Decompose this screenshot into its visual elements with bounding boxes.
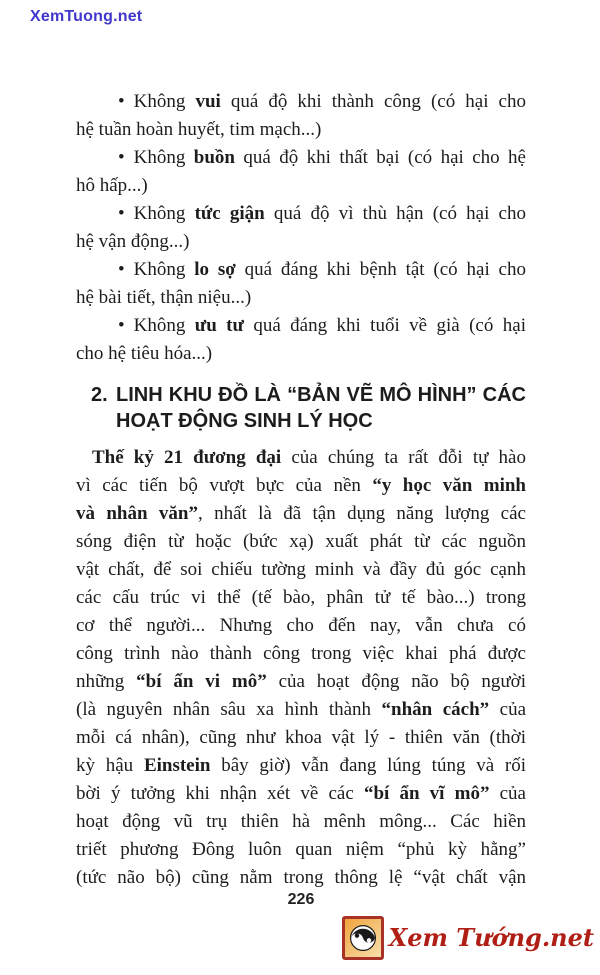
text-segment: hệ tuần hoàn huyết, tim mạch...) [76,119,322,140]
text-line [76,556,526,584]
text-line [76,444,526,472]
text-segment: Không [133,203,195,224]
heading-line-1: LINH KHU ĐỒ LÀ “BẢN VẼ MÔ HÌNH” CÁC [116,384,526,406]
bullet-icon: • [118,315,125,336]
text-segment: , nhất là đã tận dụng năng lượng các [197,503,526,524]
bold-text: vui [195,91,221,112]
bullet-list [76,88,526,368]
text-line [76,88,526,116]
bold-text: “nhân cách” [381,699,490,720]
section-heading [91,382,526,434]
bold-text: lo sợ [194,259,236,280]
text-segment: của [489,699,527,720]
text-line [76,780,526,808]
text-segment: những [76,671,137,692]
text-line [76,724,526,752]
text-line [76,500,526,528]
text-segment: triết phương Đông luôn quan niệm “phủ kỳ hằng” [76,839,526,860]
text-line [76,116,526,144]
page-number: 226 [287,891,315,908]
text-line [76,640,526,668]
text-segment: Không [133,259,195,280]
text-line [76,752,526,780]
logo-text: Xem Tướng.net [388,923,594,952]
text-segment: cơ thể người... Nhưng cho đến nay, vẫn chưa có [76,615,526,636]
text-line [76,284,526,312]
text-segment: hô hấp...) [76,175,148,196]
bold-text: Thế kỷ 21 đương đại [92,447,282,468]
bold-text: và nhân văn” [76,503,198,524]
bold-text: ưu tư [194,315,244,336]
text-segment: (là nguyên nhân sâu xa hình thành [76,699,382,720]
bold-text: tức giận [194,203,265,224]
text-segment: quá đáng khi bệnh tật (có hại cho [235,259,526,280]
text-segment: của [489,783,526,804]
heading-line-2: HOẠT ĐỘNG SINH LÝ HỌC [116,410,373,432]
bold-text: buồn [193,147,235,168]
text-line [76,228,526,256]
bold-text: Einstein [143,755,211,776]
text-line [76,340,526,368]
text-segment: công trình nào thành công trong việc khai phá được [76,643,526,664]
bold-text: “y học văn minh [372,475,526,496]
heading-text [116,382,526,434]
text-line [76,172,526,200]
text-segment: quá độ khi thất bại (có hại cho hệ [235,147,526,168]
text-line [76,696,526,724]
text-line [76,472,526,500]
text-segment: hoạt động vũ trụ thiên hà mênh mông... Các hiền [76,811,526,832]
bullet-icon: • [118,203,125,224]
text-segment: quá đáng khi tuổi về già (có hại [243,315,526,336]
text-line [76,836,526,864]
text-segment: Không [133,147,194,168]
text-segment: vì các tiến bộ vượt bực của nền [76,475,373,496]
text-segment: quá độ vì thù hận (có hại cho [264,203,526,224]
text-line [76,668,526,696]
bullet-icon: • [118,259,125,280]
text-line [76,528,526,556]
text-segment: Không [133,315,195,336]
text-segment: sóng điện từ hoặc (bức xạ) xuất phát từ các nguồn [76,531,526,552]
text-segment: hệ vận động...) [76,231,190,252]
page-content [76,88,526,892]
text-line [76,584,526,612]
text-segment: của hoạt động não bộ người [266,671,526,692]
text-line [76,808,526,836]
body-paragraph [76,444,526,892]
text-segment: mỗi cá nhân), cũng như khoa vật lý - thiên văn (thời [76,727,526,748]
text-segment: vật chất, để soi chiếu tường minh và đầy đủ góc cạnh [76,559,526,580]
text-segment: các cấu trúc vi thể (tế bào, phân tử tế bào...) trong [76,587,526,608]
bullet-icon: • [118,147,125,168]
text-segment: kỳ hậu [76,755,144,776]
site-logo[interactable] [342,916,594,960]
text-line [76,864,526,892]
text-segment: (tức não bộ) cũng nằm trong thông lệ “vật chất vận [76,867,526,888]
text-line [76,256,526,284]
text-line [76,144,526,172]
bold-text: “bí ẩn vi mô” [136,671,267,692]
text-segment: quá độ khi thành công (có hại cho [220,91,526,112]
text-segment: bây giờ) vẫn đang lúng túng và rối [210,755,526,776]
text-segment: hệ bài tiết, thận niệu...) [76,287,252,308]
heading-number: 2. [91,384,108,406]
text-line [76,612,526,640]
bold-text: “bí ẩn vĩ mô” [363,783,490,804]
site-link[interactable]: XemTuong.net [30,8,143,25]
bullet-icon: • [118,91,125,112]
text-segment: Không [133,91,196,112]
text-segment: cho hệ tiêu hóa...) [76,343,213,364]
text-segment: của chúng ta rất đỗi tự hào [281,447,526,468]
text-segment: bời ý tưởng khi nhận xét về các [76,783,364,804]
text-line [76,200,526,228]
yin-yang-icon [342,916,384,960]
text-line [76,312,526,340]
